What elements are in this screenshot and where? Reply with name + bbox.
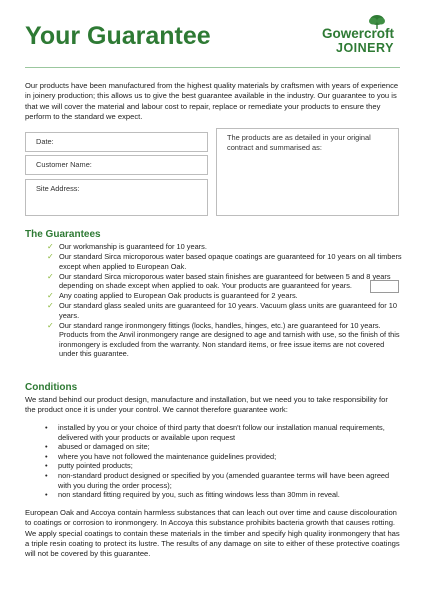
intro-paragraph: Our products have been manufactured from the highest quality materials by craftsmen with years of experience in joinery production; this allows us to give the best guarantee available in the industry. Our guarantee to you is that we will cover the material and labour cost to repair, replace or remediate your products to ensure they perform to the standard we expect. [25,81,399,121]
customer-name-field[interactable] [25,155,208,175]
guarantee-item: ✓ Our standard range ironmongery fittings (locks, handles, hinges, etc.) are guaranteed for 10 years. Products from the Anvil ironmongery range are designed to age and tarnish with use, so the finish of this ironmongery is excluded from the warranty. Non standard items, or free issue items are not covered under this guarantee. [47,320,400,358]
conditions-outro: European Oak and Accoya contain harmless substances that can leach out over time and cause discolouration to coatings or corrosion to ironmongery. In Accoya this substance prohibits bacteria growth that causes rotting. We apply special coatings to contain these materials in the timber and specify high quality ironmongery that has a triple resin coating to protect its lustre. The results of any damage on site to either of these protective coatings will not be covered by this guarantee. [25,508,400,559]
checkmark-icon: ✓ [47,252,54,261]
condition-item: • non standard fitting required by you, such as fitting windows less than 30mm in reveal. [45,490,395,500]
date-field[interactable] [25,132,208,152]
guarantee-item: ✓ Our standard Sirca microporous water based stain finishes are guaranteed for between 5 and 8 years depending on shade except when applied to oak. Your products are guaranteed for years. [47,271,391,290]
site-address-field[interactable] [25,179,208,216]
logo-brand: Gowercroft [322,26,395,41]
guarantee-item: ✓ Our standard glass sealed units are guaranteed for 10 years. Vacuum glass units are guaranteed for 10 years. [47,301,397,320]
guarantee-item: ✓ Our workmanship is guaranteed for 10 years. [47,242,207,251]
customer-name-label: Customer Name: [36,160,92,169]
checkmark-icon: ✓ [47,242,54,251]
condition-item: • where you have not followed the maintenance guidelines provided; [45,452,395,462]
logo-sub: JOINERY [336,41,394,55]
conditions-list [45,423,395,500]
checkmark-icon: ✓ [47,291,54,300]
guarantee-item: ✓ Our standard Sirca microporous water based opaque coatings are guaranteed for 10 years on all timbers except when applied to European Oak. [47,252,402,271]
guarantees-heading: The Guarantees [25,229,101,240]
years-input-box[interactable] [370,280,399,293]
date-label: Date: [36,137,54,146]
header-divider [25,67,400,68]
products-summary-field[interactable] [216,128,399,216]
conditions-intro: We stand behind our product design, manufacture and installation, but we need you to take responsibility for the product once it is under your control. We cannot therefore guarantee work: [25,395,388,415]
checkmark-icon: ✓ [47,301,54,310]
condition-item: • non-standard product designed or specified by you (amended guarantee terms will have been agreed with you during the order process); [45,471,395,490]
checkmark-icon: ✓ [47,271,54,281]
company-logo [318,14,400,58]
checkmark-icon: ✓ [47,320,54,330]
site-address-label: Site Address: [36,184,80,193]
page-title: Your Guarantee [25,22,211,50]
conditions-heading: Conditions [25,382,78,393]
condition-item: • putty pointed products; [45,461,395,471]
condition-item: • installed by you or your choice of third party that doesn't follow our installation manual requirements, delivered with your products or available upon request [45,423,395,442]
guarantee-item: ✓ Any coating applied to European Oak products is guaranteed for 2 years. [47,291,298,300]
guarantees-list [47,242,402,359]
condition-item: • abused or damaged on site; [45,442,395,452]
products-summary-label: The products are as detailed in your original contract and summarised as: [227,133,371,152]
